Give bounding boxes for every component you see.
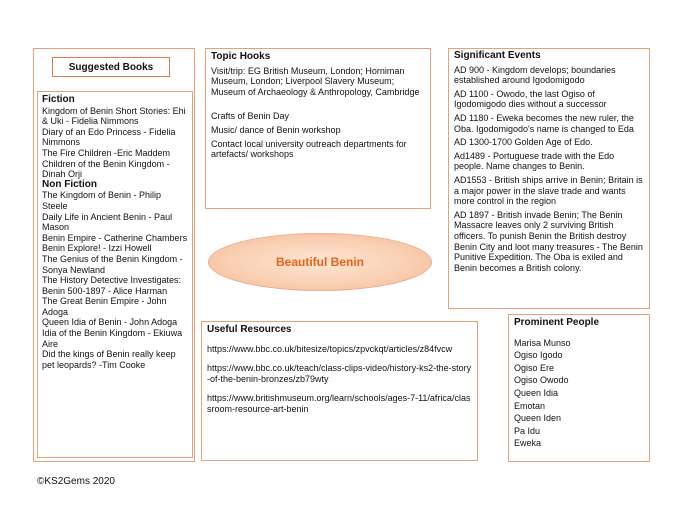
prominent-people-panel bbox=[508, 314, 650, 462]
topic-hooks-title: Topic Hooks bbox=[211, 51, 271, 62]
book-item: The History Detective Investigates: Benin 500-1897 - Alice Harman bbox=[42, 275, 182, 296]
significant-events-title: Significant Events bbox=[454, 50, 541, 61]
useful-resources-panel bbox=[201, 321, 478, 461]
significant-events-panel bbox=[448, 48, 650, 309]
prominent-people-title: Prominent People bbox=[514, 317, 600, 328]
copyright: ©KS2Gems 2020 bbox=[37, 476, 115, 487]
book-item: The Great Benin Empire - John Adoga bbox=[42, 296, 167, 317]
person-name: Emotan bbox=[514, 400, 546, 411]
book-item: Did the kings of Benin really keep pet leopards? -Tim Cooke bbox=[42, 349, 176, 370]
book-item: Benin Empire - Catherine Chambers bbox=[42, 232, 188, 243]
resource-link[interactable]: https://www.britishmuseum.org/learn/schools/ages-7-11/africa/classroom-resource-art-benin bbox=[207, 393, 471, 414]
book-list bbox=[37, 91, 193, 458]
person-name: Ogiso Igodo bbox=[514, 350, 563, 361]
event-item: AD1553 - British ships arrive in Benin; Britain is a major power in the slave trade and wants more control in the region bbox=[454, 174, 643, 207]
event-item: AD 1897 - British invade Benin; The Benin Massacre leaves only 2 surviving British officers. To punish Benin the British destroy Benin City and loot many treasures - The Benin Punitive Expedition. The Oba is exiled and Benin becomes a British colony. bbox=[454, 209, 643, 273]
resource-link[interactable]: https://www.bbc.co.uk/teach/class-clips-video/history-ks2-the-story-of-the-benin-bronzes/zb79wty bbox=[207, 363, 472, 384]
person-name: Marisa Munso bbox=[514, 337, 571, 348]
event-item: AD 900 - Kingdom develops; boundaries established around Igodomigodo bbox=[454, 64, 616, 86]
useful-resources-title: Useful Resources bbox=[207, 324, 292, 335]
title-oval bbox=[208, 233, 432, 291]
event-item: AD 1100 - Owodo, the last Ogiso of Igodomigodo dies without a successor bbox=[454, 88, 607, 110]
suggested-books-title-box bbox=[52, 57, 170, 77]
person-name: Eweka bbox=[514, 438, 542, 449]
book-item: Daily Life in Ancient Benin - Paul Mason bbox=[42, 211, 173, 233]
book-item: Children of the Benin Kingdom - Dinah Orji bbox=[42, 158, 170, 180]
topic-hooks-panel bbox=[205, 48, 431, 209]
resource-link[interactable]: https://www.bbc.co.uk/bitesize/topics/zpvckqt/articles/z84fvcw bbox=[207, 343, 453, 354]
book-item: Diary of an Edo Princess - Fidelia Nimmons bbox=[42, 126, 176, 148]
nonfiction-heading: Non Fiction bbox=[42, 178, 97, 190]
event-item: AD 1300-1700 Golden Age of Edo. bbox=[454, 137, 593, 148]
person-name: Ogiso Ere bbox=[514, 362, 555, 373]
topic-hook-item: Contact local university outreach departments for artefacts/ workshops bbox=[211, 138, 407, 160]
topic-hook-item: Crafts of Benin Day bbox=[211, 111, 290, 122]
book-item: Idia of the Benin Kingdom - Ekiuwa Aire bbox=[42, 328, 183, 349]
book-item: The Genius of the Benin Kingdom - Sonya Newland bbox=[42, 253, 183, 275]
person-name: Queen Idia bbox=[514, 387, 559, 398]
main-title: Beautiful Benin bbox=[275, 255, 364, 269]
person-name: Ogiso Owodo bbox=[514, 375, 569, 386]
suggested-books-title: Suggested Books bbox=[68, 62, 154, 73]
book-item: Benin Explore! - Izzi Howell bbox=[42, 243, 152, 254]
book-item: The Fire Children -Eric Maddem bbox=[42, 147, 171, 158]
person-name: Pa Idu bbox=[514, 425, 541, 436]
book-item: The Kingdom of Benin - Philip Steele bbox=[42, 190, 162, 211]
person-name: Queen Iden bbox=[514, 413, 562, 424]
event-item: AD 1180 - Eweka becomes the new ruler, the Oba. Igodomigodo's name is changed to Eda bbox=[454, 112, 634, 134]
event-item: Ad1489 - Portuguese trade with the Edo people. Name changes to Benin. bbox=[454, 150, 615, 172]
book-item: Kingdom of Benin Short Stories: Ehi & Uki - Fidelia Nimmons bbox=[42, 105, 186, 127]
book-item: Queen Idia of Benin - John Adoga bbox=[42, 317, 178, 328]
fiction-heading: Fiction bbox=[42, 94, 75, 105]
topic-hook-item: Visit/trip: EG British Museum, London; Horniman Museum, London; Liverpool Slavery Museum; Museum of Archaeology & Anthropology, Cambridge bbox=[211, 65, 420, 97]
topic-hook-item: Music/ dance of Benin workshop bbox=[211, 124, 341, 135]
